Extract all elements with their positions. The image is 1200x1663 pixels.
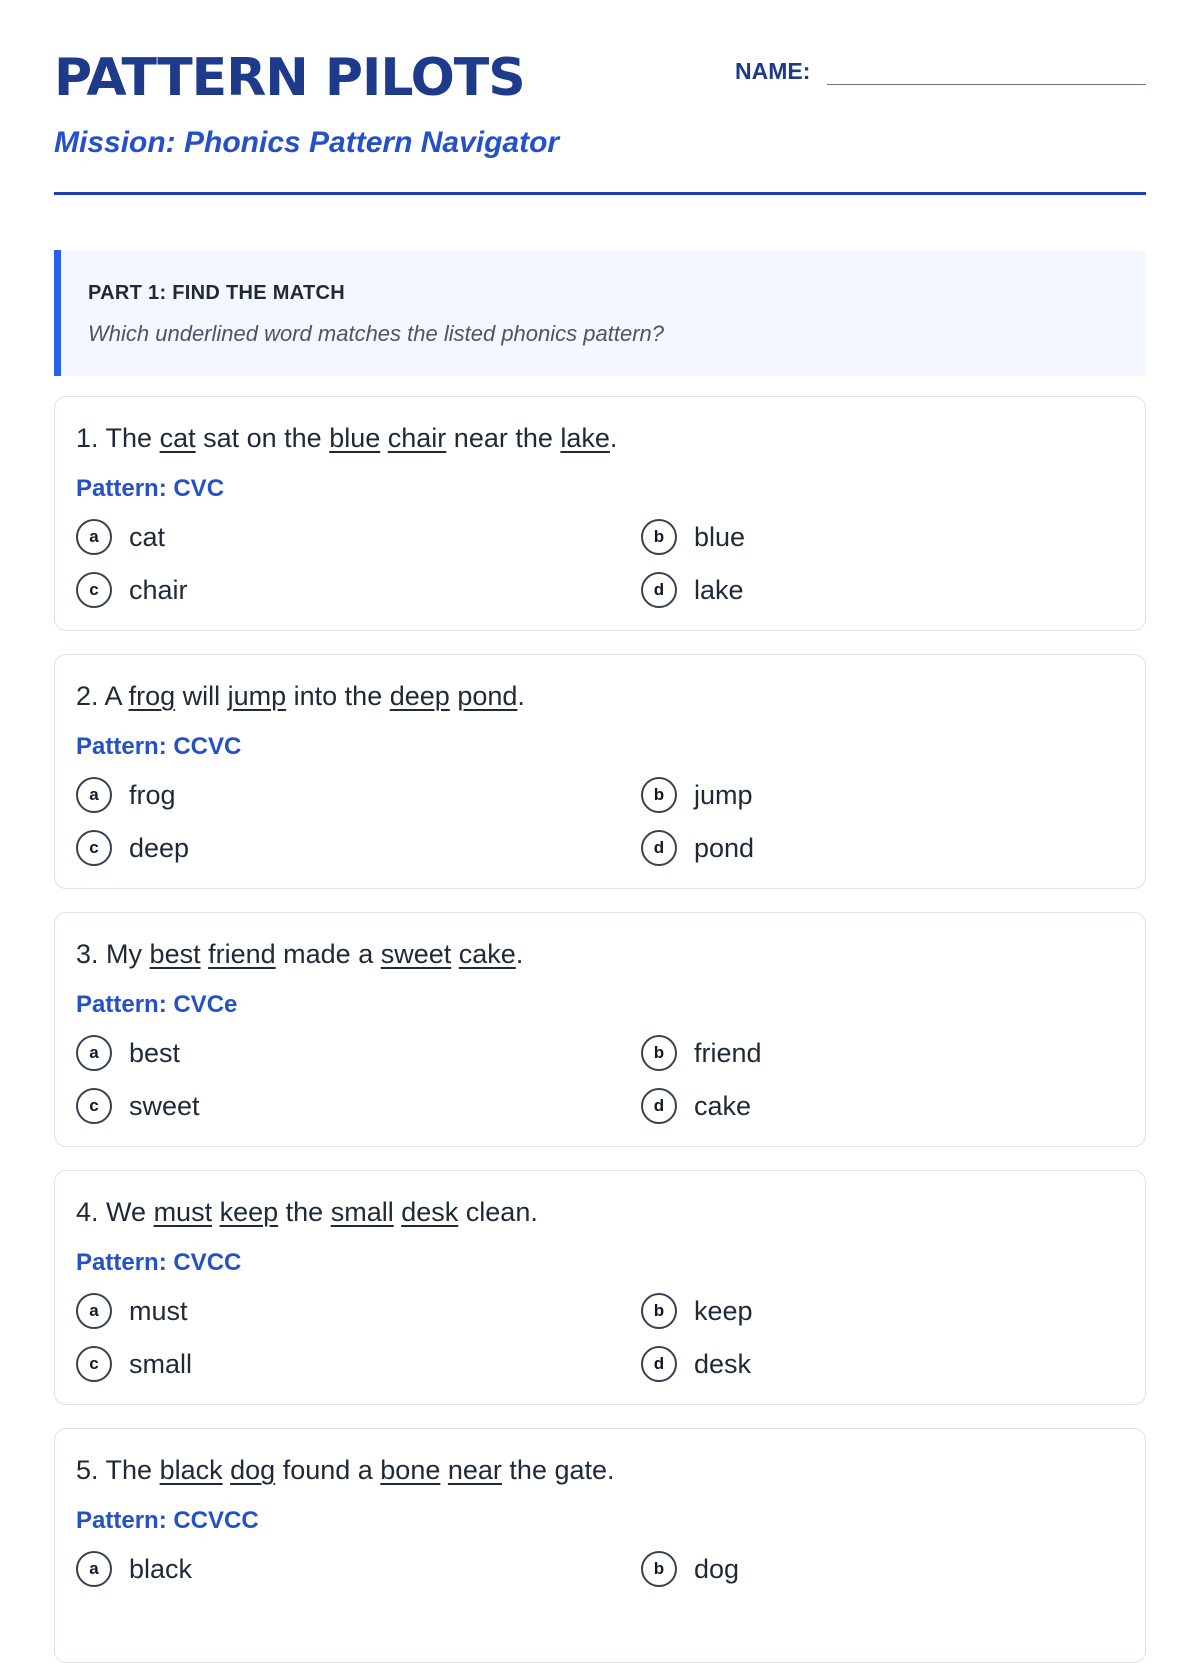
answer-option-b[interactable] [641,517,745,557]
option-text: jump [694,779,753,810]
answer-option-b[interactable] [641,775,753,815]
option-text: pond [694,832,755,863]
option-text: must [129,1295,188,1326]
sentence-text: will [175,681,228,711]
name-label: NAME: [735,58,811,84]
question-card-3 [54,912,1146,1147]
question-card-1 [54,396,1146,631]
pattern-label: Pattern: CCVC [76,733,242,760]
answer-option-a[interactable] [76,1291,188,1331]
underlined-word: sweet [380,939,452,969]
option-letter-bubble[interactable]: b [641,1293,677,1329]
question-card-4 [54,1170,1146,1405]
underlined-word: pond [457,681,518,711]
sentence-text: the [278,1197,331,1227]
sentence-text: My [106,939,150,969]
underlined-word: desk [401,1197,459,1227]
underlined-word: blue [329,423,381,453]
sentence-text: . [515,939,524,969]
underlined-word: cat [159,423,196,453]
sentence-text [212,1197,220,1227]
answer-option-a[interactable] [76,775,176,815]
sentence-text [223,1455,231,1485]
answer-option-a[interactable] [76,1549,192,1589]
underlined-word: best [149,939,201,969]
answer-option-d[interactable] [641,570,744,610]
worksheet-subtitle: Mission: Phonics Pattern Navigator [54,126,560,159]
option-letter-bubble[interactable]: c [76,1088,112,1124]
sentence-text: clean. [458,1197,538,1227]
option-letter-bubble[interactable]: c [76,572,112,608]
question-card-5 [54,1428,1146,1663]
sentence-text: near the [446,423,561,453]
answer-option-c[interactable] [76,828,189,868]
option-text: keep [694,1295,753,1326]
option-letter-bubble[interactable]: a [76,519,112,555]
sentence-text [201,939,209,969]
option-letter-bubble[interactable]: b [641,1035,677,1071]
option-text: cake [694,1090,752,1121]
worksheet-header [54,0,1146,196]
question-number: 5. [76,1455,99,1485]
question-sentence [76,1197,538,1228]
underlined-word: black [159,1455,223,1485]
sentence-text: made a [275,939,381,969]
sentence-text: found a [275,1455,381,1485]
pattern-label: Pattern: CVC [76,475,225,502]
option-letter-bubble[interactable]: d [641,1088,677,1124]
answer-option-b[interactable] [641,1291,753,1331]
answer-option-a[interactable] [76,1033,180,1073]
underlined-word: dog [230,1455,276,1485]
underlined-word: deep [389,681,450,711]
pattern-label: Pattern: CCVCC [76,1507,259,1534]
option-letter-bubble[interactable]: a [76,1551,112,1587]
answer-option-d[interactable] [641,1086,751,1126]
underlined-word: chair [387,423,447,453]
part-instructions: Which underlined word matches the listed phonics pattern? [88,321,664,346]
sentence-text: The [105,1455,160,1485]
underlined-word: small [330,1197,394,1227]
option-letter-bubble[interactable]: d [641,1346,677,1382]
question-card-2 [54,654,1146,889]
question-sentence [76,681,525,712]
sentence-text: . [517,681,525,711]
answer-option-d[interactable] [641,1344,751,1384]
underlined-word: lake [560,423,610,453]
underlined-word: jump [227,681,287,711]
pattern-label: Pattern: CVCe [76,991,238,1018]
part-title: PART 1: FIND THE MATCH [88,282,345,304]
option-letter-bubble[interactable]: a [76,1035,112,1071]
underlined-word: keep [219,1197,279,1227]
option-letter-bubble[interactable]: d [641,572,677,608]
option-letter-bubble[interactable]: c [76,830,112,866]
underlined-word: bone [380,1455,441,1485]
worksheet-page [54,0,1146,1584]
part-1-banner [54,250,1146,376]
question-number: 1. [76,423,99,453]
option-text: blue [694,521,746,552]
question-number: 4. [76,1197,99,1227]
question-number: 2. [76,681,99,711]
sentence-text: the gate. [501,1455,615,1485]
underlined-word: cake [458,939,516,969]
sentence-text: . [609,423,618,453]
answer-option-c[interactable] [76,1344,192,1384]
sentence-text: The [105,423,160,453]
option-letter-bubble[interactable]: c [76,1346,112,1382]
underlined-word: must [153,1197,213,1227]
question-number: 3. [76,939,99,969]
option-text: black [129,1553,193,1584]
option-text: deep [129,832,190,863]
answer-option-b[interactable] [641,1033,762,1073]
option-letter-bubble[interactable]: d [641,830,677,866]
option-text: chair [129,574,188,605]
question-sentence [76,423,617,454]
answer-option-c[interactable] [76,570,188,610]
name-field-line[interactable] [827,84,1146,85]
sentence-text [451,939,459,969]
sentence-text: sat on the [195,423,330,453]
pattern-label: Pattern: CVCC [76,1249,242,1276]
option-letter-bubble[interactable]: b [641,777,677,813]
option-text: cat [129,521,166,552]
answer-option-c[interactable] [76,1086,200,1126]
question-sentence [76,1455,615,1486]
option-text: small [129,1348,193,1379]
option-text: desk [694,1348,752,1379]
option-text: friend [694,1037,762,1068]
option-letter-bubble[interactable]: a [76,777,112,813]
answer-option-d[interactable] [641,828,754,868]
option-text: lake [694,574,744,605]
answer-option-b[interactable] [641,1549,739,1589]
header-divider [54,192,1146,195]
option-text: best [129,1037,181,1068]
option-text: sweet [129,1090,200,1121]
underlined-word: friend [208,939,276,969]
sentence-text: into the [286,681,390,711]
sentence-text: We [106,1197,154,1227]
sentence-text: A [104,681,129,711]
answer-option-a[interactable] [76,517,165,557]
underlined-word: near [447,1455,502,1485]
sentence-text [440,1455,448,1485]
underlined-word: frog [128,681,176,711]
worksheet-title: PATTERN PILOTS [54,48,525,108]
question-sentence [76,939,523,970]
option-letter-bubble[interactable]: a [76,1293,112,1329]
option-text: frog [129,779,176,810]
option-text: dog [694,1553,740,1584]
option-letter-bubble[interactable]: b [641,519,677,555]
option-letter-bubble[interactable]: b [641,1551,677,1587]
sentence-text [380,423,388,453]
